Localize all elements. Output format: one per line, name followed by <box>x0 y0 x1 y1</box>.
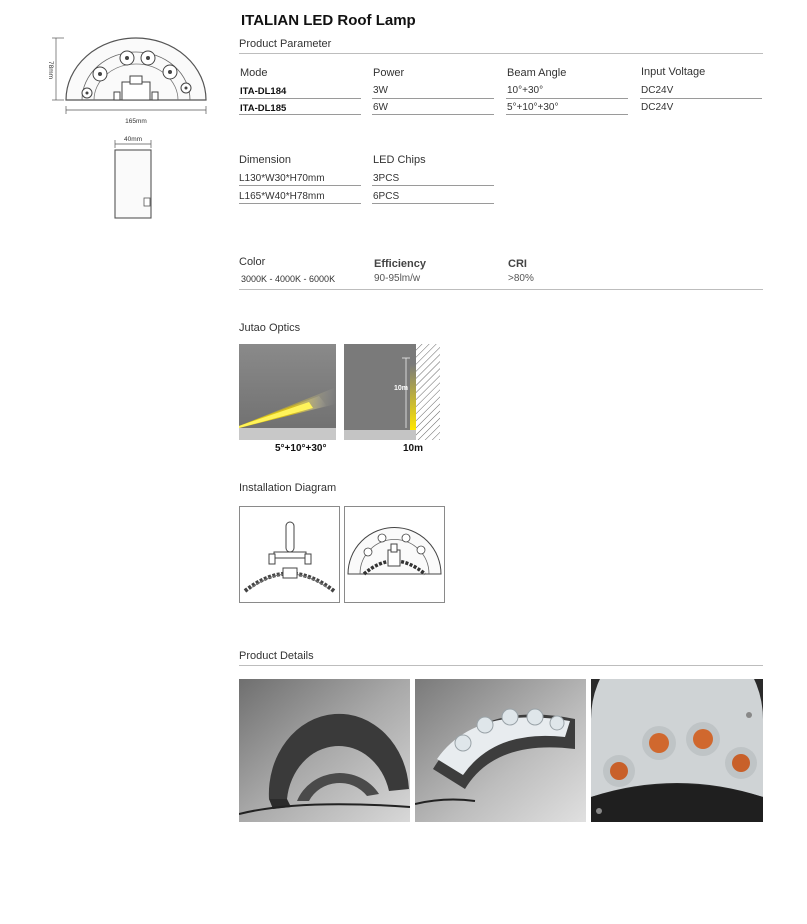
mode-header: Mode <box>240 67 268 79</box>
table-cell-power-1: 3W <box>373 85 388 96</box>
height-mark: 10m <box>394 385 409 392</box>
product-parameter-heading: Product Parameter <box>239 38 332 50</box>
power-header: Power <box>373 67 405 79</box>
dimension-header: Dimension <box>239 154 291 166</box>
table-cell-beam-1: 10°+30° <box>507 85 544 96</box>
input-voltage-header: Input Voltage <box>641 66 706 78</box>
beam-angle-illustration <box>239 344 336 440</box>
page-title: ITALIAN LED Roof Lamp <box>241 12 416 29</box>
divider <box>239 53 763 54</box>
cri-value: >80% <box>508 273 534 284</box>
led-chips-header: LED Chips <box>373 154 426 166</box>
efficiency-header: Efficiency <box>374 258 426 270</box>
efficiency-value: 90-95lm/w <box>374 273 421 284</box>
wall-wash-illustration <box>344 344 440 440</box>
technical-drawing <box>44 30 224 225</box>
divider <box>239 665 763 666</box>
product-details-heading: Product Details <box>239 650 314 662</box>
installation-diagram-1 <box>239 506 340 603</box>
table-cell-mode-1: ITA-DL184 <box>240 86 287 97</box>
divider <box>239 289 763 290</box>
table-cell-beam-2: 5°+10°+30° <box>507 102 559 113</box>
cri-header: CRI <box>508 258 527 270</box>
table-cell-chips-1: 3PCS <box>373 173 400 184</box>
table-cell-dimension-1: L130*W30*H70mm <box>239 173 325 184</box>
table-cell-voltage-2: DC24V <box>641 102 674 113</box>
product-photo-housing <box>239 679 410 822</box>
optics-caption-left: 5°+10°+30° <box>275 443 327 454</box>
product-photo-leds <box>591 679 763 822</box>
height-dimension-label: 78mm <box>47 60 54 80</box>
optics-heading: Jutao Optics <box>239 322 301 334</box>
table-cell-dimension-2: L165*W40*H78mm <box>239 191 325 202</box>
color-header: Color <box>239 256 266 268</box>
installation-heading: Installation Diagram <box>239 482 337 494</box>
table-cell-mode-2: ITA-DL185 <box>240 103 287 114</box>
depth-dimension-label: 40mm <box>123 136 143 143</box>
table-cell-power-2: 6W <box>373 102 388 113</box>
table-cell-chips-2: 6PCS <box>373 191 400 202</box>
optics-caption-right: 10m <box>403 443 424 454</box>
table-cell-voltage-1: DC24V <box>641 85 674 96</box>
product-photo-lens <box>415 679 586 822</box>
beam-angle-header: Beam Angle <box>507 67 567 79</box>
installation-diagram-2 <box>344 506 445 603</box>
color-value: 3000K - 4000K - 6000K <box>241 274 336 284</box>
width-dimension-label: 165mm <box>125 118 147 125</box>
